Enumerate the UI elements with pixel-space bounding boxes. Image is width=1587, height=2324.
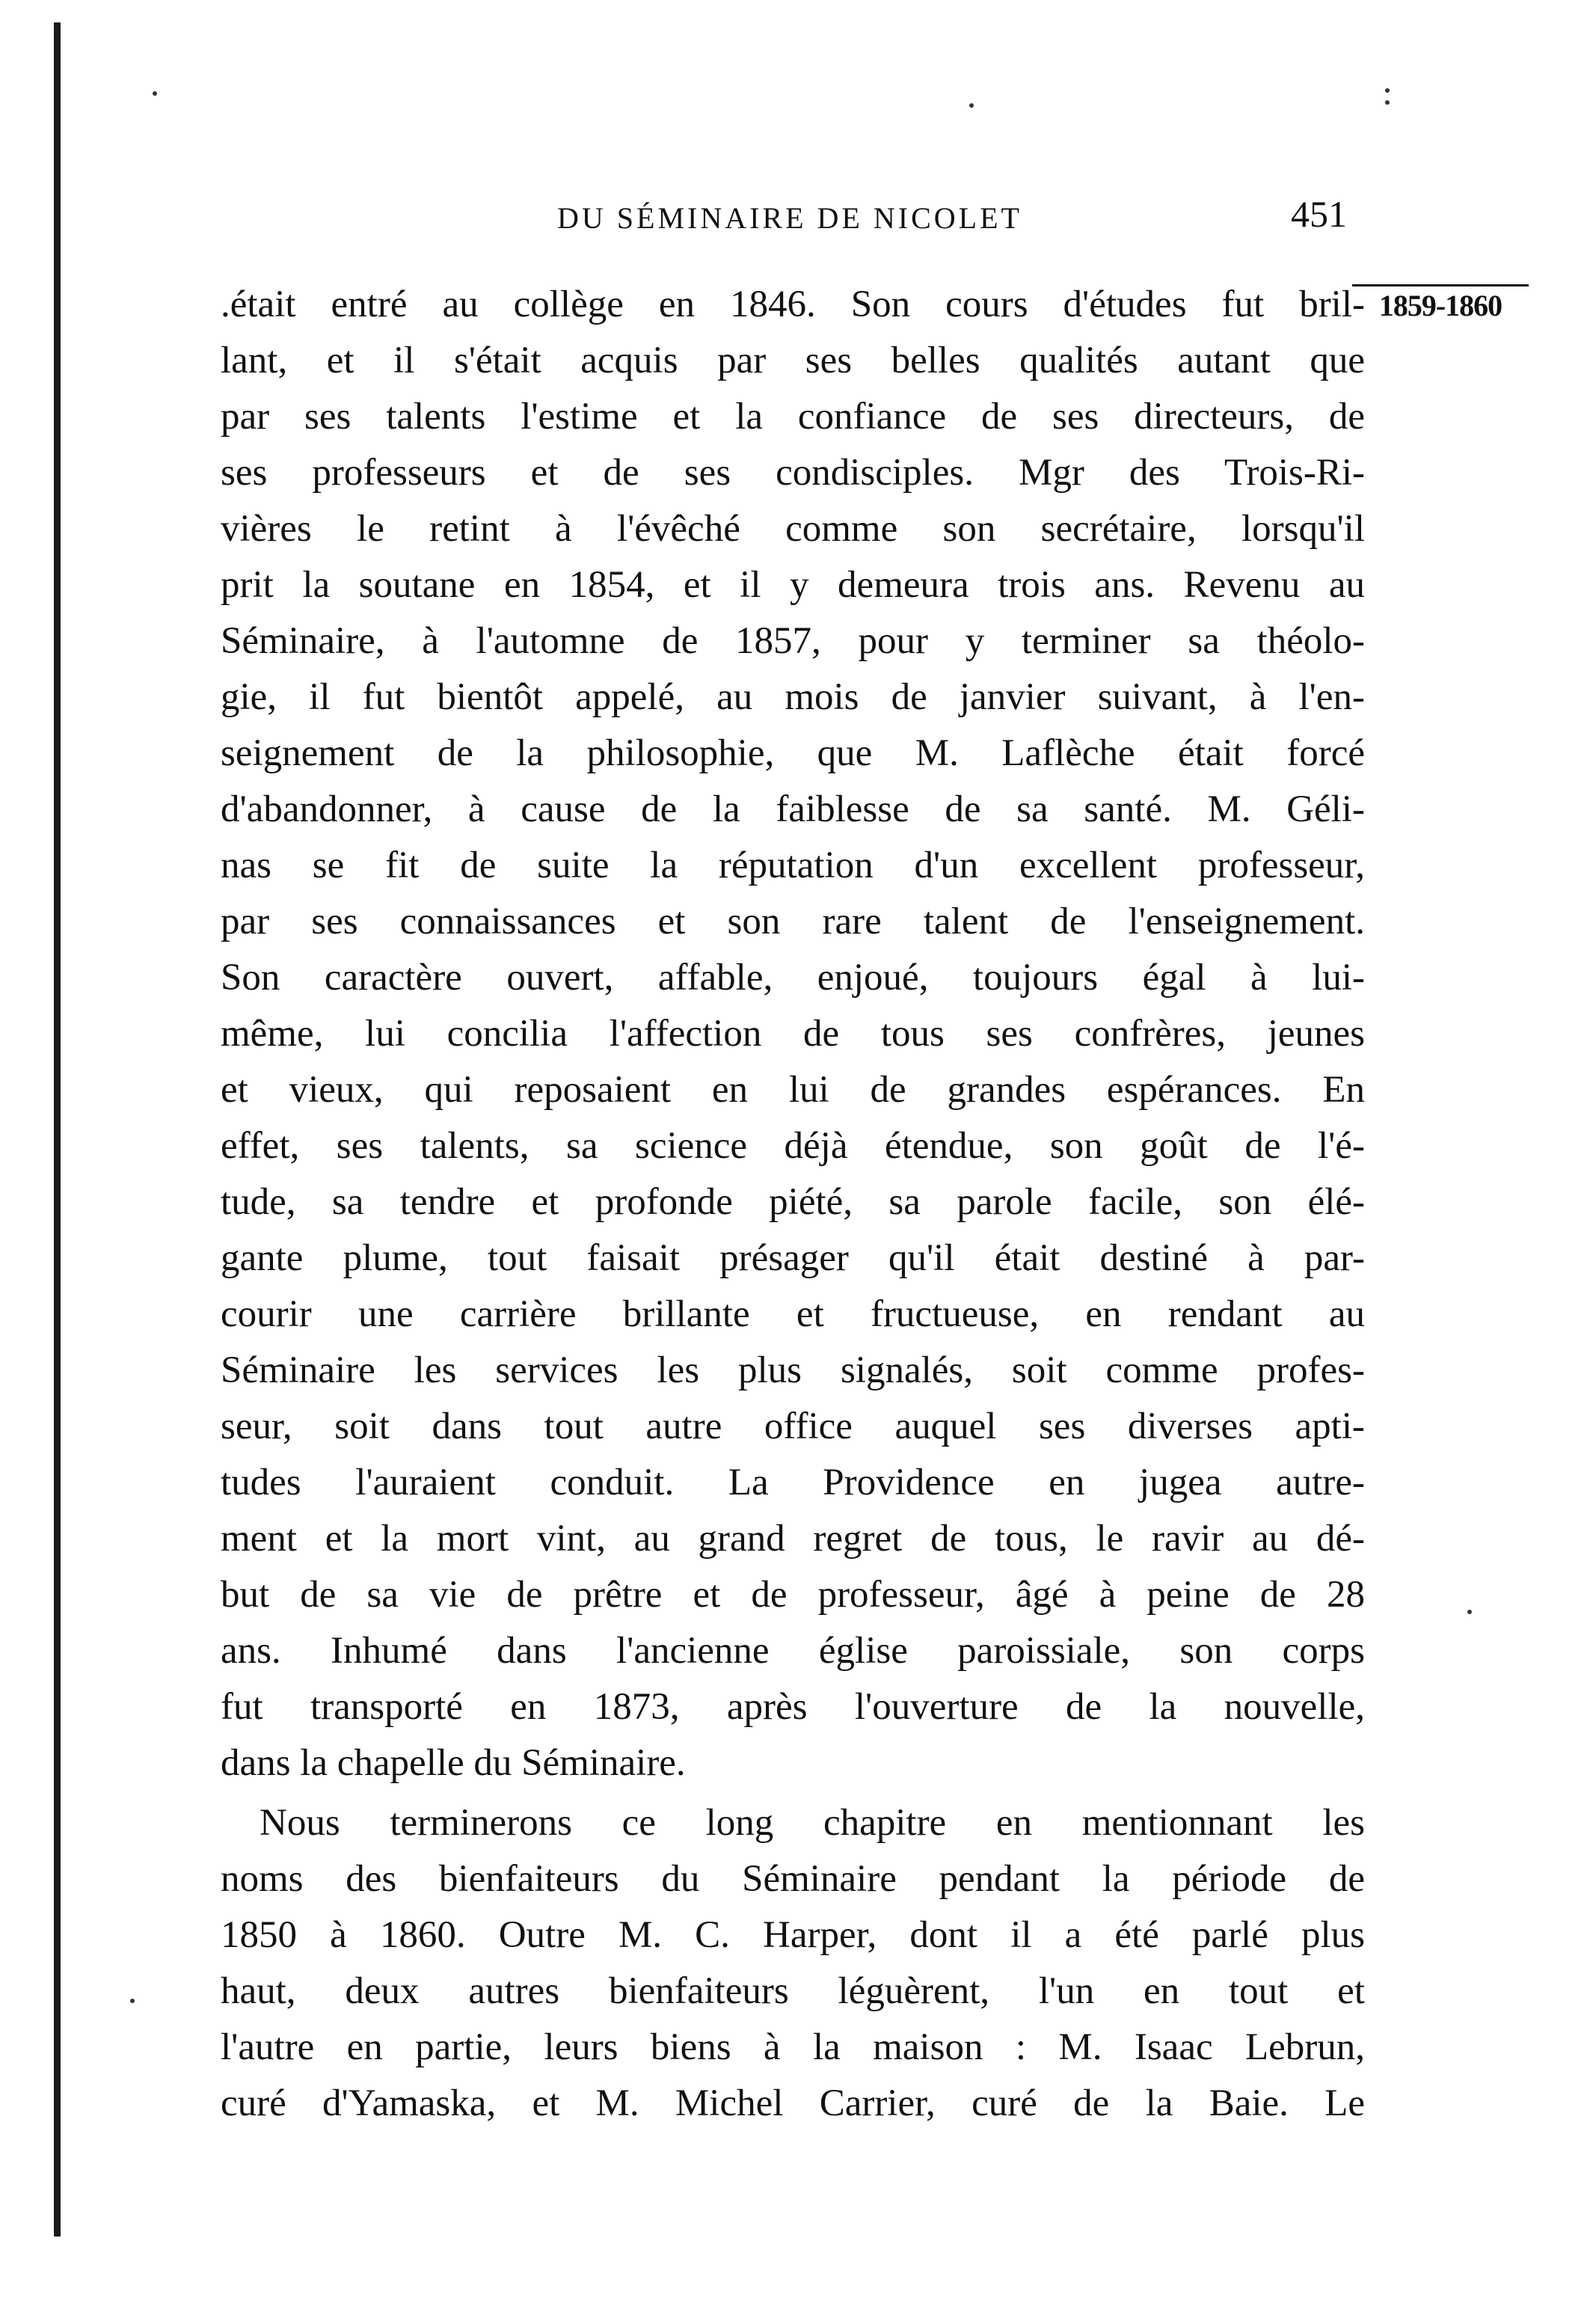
text-line: noms des bienfaiteurs du Séminaire pendant la période de [221,1858,1365,1900]
text-line: but de sa vie de prêtre et de professeur, âgé à peine de 28 [221,1574,1365,1616]
text-line: d'abandonner, à cause de la faiblesse de sa santé. M. Géli- [221,788,1365,830]
print-speck [1467,1610,1472,1614]
print-speck [1385,88,1390,93]
text-line: seur, soit dans tout autre office auquel ses diverses apti- [221,1405,1365,1447]
text-line: curé d'Yamaska, et M. Michel Carrier, curé de la Baie. Le [221,2082,1365,2124]
text-line: nas se fit de suite la réputation d'un excellent professeur, [221,844,1365,886]
text-line: fut transporté en 1873, après l'ouverture de la nouvelle, [221,1686,1365,1728]
text-line: Son caractère ouvert, affable, enjoué, toujours égal à lui- [221,957,1365,999]
print-speck [1385,100,1390,105]
text-line: vières le retint à l'évêché comme son secrétaire, lorsqu'il [221,508,1365,550]
text-line: ses professeurs et de ses condisciples. Mgr des Trois-Ri- [221,452,1365,494]
text-line: et vieux, qui reposaient en lui de grandes espérances. En [221,1069,1365,1111]
text-line: tude, sa tendre et profonde piété, sa parole facile, son élé- [221,1181,1365,1223]
text-line: gie, il fut bientôt appelé, au mois de janvier suivant, à l'en- [221,676,1365,718]
text-line: seignement de la philosophie, que M. Laflèche était forcé [221,732,1365,774]
text-line: .était entré au collège en 1846. Son cours d'études fut bril- [221,283,1365,325]
print-speck [130,1999,135,2003]
text-line: tudes l'auraient conduit. La Providence en jugea autre- [221,1462,1365,1503]
text-line: ment et la mort vint, au grand regret de tous, le ravir au dé- [221,1518,1365,1560]
text-line: effet, ses talents, sa science déjà étendue, son goût de l'é- [221,1125,1365,1167]
print-speck [969,103,974,108]
text-line: prit la soutane en 1854, et il y demeura trois ans. Revenu au [221,564,1365,606]
text-line: gante plume, tout faisait présager qu'il était destiné à par- [221,1237,1365,1279]
margin-date-note: 1859-1860 [1352,284,1529,323]
text-line: l'autre en partie, leurs biens à la maison : M. Isaac Lebrun, [221,2026,1365,2068]
text-line: ans. Inhumé dans l'ancienne église paroissiale, son corps [221,1630,1365,1672]
text-line: par ses connaissances et son rare talent de l'enseignement. [221,901,1365,942]
text-line: courir une carrière brillante et fructueuse, en rendant au [221,1293,1365,1335]
paragraph-1 [221,277,1365,1791]
page-binding-edge [54,22,61,2236]
print-speck [153,91,157,96]
text-line: Nous terminerons ce long chapitre en mentionnant les [260,1802,1365,1844]
text-line: même, lui concilia l'affection de tous ses confrères, jeunes [221,1013,1365,1055]
page-number: 451 [1291,193,1347,235]
body-text [221,277,1365,2132]
text-line: Séminaire les services les plus signalés, soit comme profes- [221,1349,1365,1391]
paragraph-2 [221,1795,1365,2132]
text-line: Séminaire, à l'automne de 1857, pour y terminer sa théolo- [221,620,1365,662]
text-line: lant, et il s'était acquis par ses belles qualités autant que [221,340,1365,381]
text-line: haut, deux autres bienfaiteurs léguèrent, l'un en tout et [221,1970,1365,2012]
text-line: 1850 à 1860. Outre M. C. Harper, dont il a été parlé plus [221,1914,1365,1956]
text-line: par ses talents l'estime et la confiance de ses directeurs, de [221,396,1365,438]
running-head: DU SÉMINAIRE DE NICOLET [557,201,1022,235]
text-line: dans la chapelle du Séminaire. [221,1742,686,1784]
